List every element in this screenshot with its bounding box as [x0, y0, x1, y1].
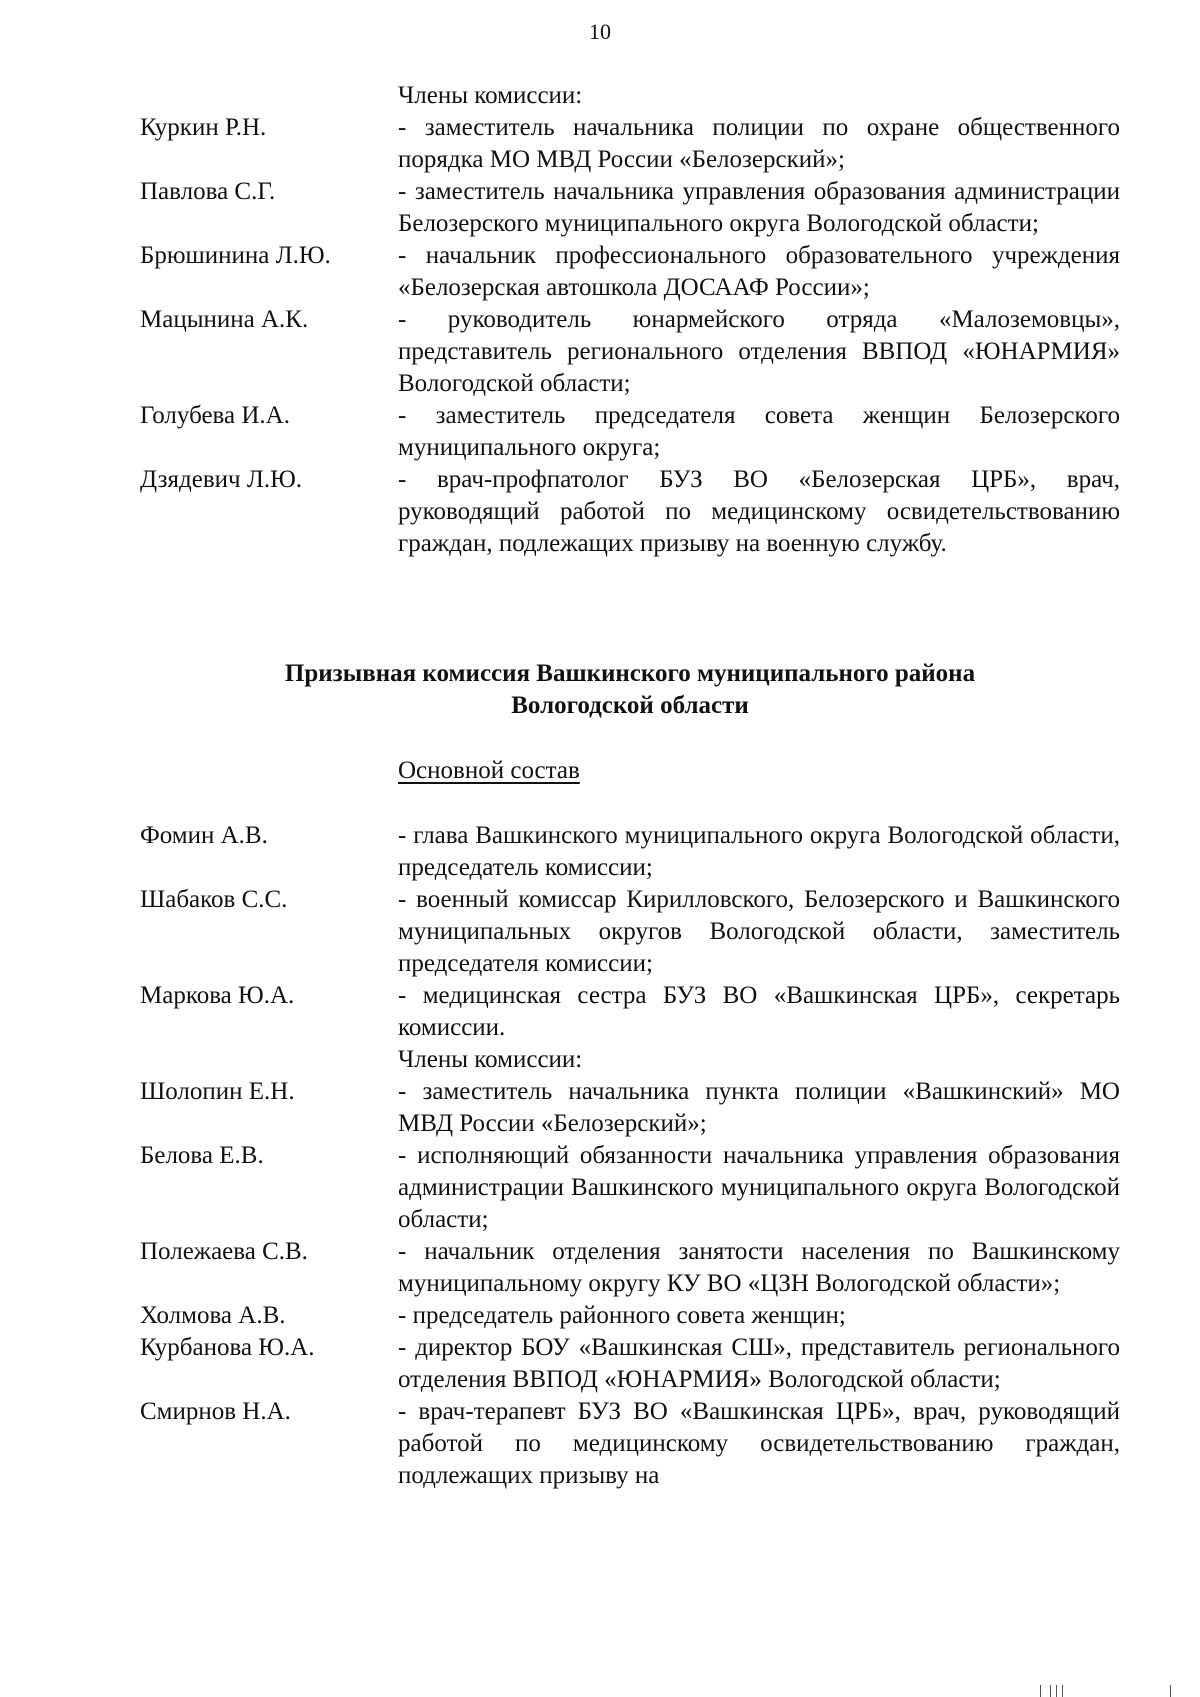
member-name: Брюшинина Л.Ю.	[140, 242, 331, 269]
member-role: - начальник профессионального образовательного учреждения «Белозерская автошкола ДОСААФ России»;	[398, 242, 1120, 301]
member-role: - медицинская сестра БУЗ ВО «Вашкинская ЦРБ», секретарь комиссии.	[398, 982, 1120, 1041]
member-name: Смирнов Н.А.	[140, 1398, 291, 1425]
member-role: - директор БОУ «Вашкинская СШ», представитель регионального отделения ВВПОД «ЮНАРМИЯ» Вологодской области;	[398, 1334, 1120, 1393]
page-number: 10	[589, 19, 611, 44]
scan-edge-marks	[980, 1683, 1180, 1697]
member-row	[140, 464, 1120, 560]
member-name: Мацынина А.К.	[140, 306, 309, 333]
member-row	[140, 1332, 1120, 1396]
member-role: - заместитель председателя совета женщин Белозерского муниципального округа;	[398, 402, 1120, 461]
member-name: Маркова Ю.А.	[140, 982, 295, 1009]
member-name: Шабаков С.С.	[140, 886, 288, 913]
member-role: - начальник отделения занятости населения по Вашкинскому муниципальному округу КУ ВО «ЦЗН Вологодской области»;	[398, 1238, 1120, 1297]
member-row	[140, 400, 1120, 464]
member-role: - врач-профпатолог БУЗ ВО «Белозерская ЦРБ», врач, руководящий работой по медицинскому освидетельствованию граждан, подлежащих призыву на военную службу.	[398, 466, 1120, 557]
member-name: Курбанова Ю.А.	[140, 1334, 315, 1361]
member-name: Дзядевич Л.Ю.	[140, 466, 303, 493]
member-name: Холмова А.В.	[140, 1302, 286, 1329]
member-role: - заместитель начальника полиции по охране общественного порядка МО МВД России «Белозерский»;	[398, 114, 1120, 173]
member-name: Павлова С.Г.	[140, 178, 276, 205]
section-2-members	[140, 820, 1120, 1492]
member-row	[140, 1300, 1120, 1332]
member-role: - председатель районного совета женщин;	[398, 1302, 846, 1329]
member-row	[140, 820, 1120, 884]
member-role: - исполняющий обязанности начальника управления образования администрации Вашкинского муниципального округа Вологодской области;	[398, 1142, 1120, 1233]
member-row	[140, 884, 1120, 980]
member-role: - военный комиссар Кирилловского, Белозерского и Вашкинского муниципальных округов Вологодской области, заместитель председателя комиссии;	[398, 886, 1120, 977]
member-row	[140, 1236, 1120, 1300]
member-role: - врач-терапевт БУЗ ВО «Вашкинская ЦРБ», врач, руководящий работой по медицинскому освидетельствованию граждан, подлежащих призыву на	[398, 1398, 1120, 1489]
member-name: Фомин А.В.	[140, 822, 268, 849]
section-1-members	[140, 80, 1120, 560]
section-2-subtitle-block	[140, 755, 1120, 787]
member-row	[140, 176, 1120, 240]
member-row	[140, 304, 1120, 400]
section-title-line-2: Вологодской области	[511, 692, 749, 719]
section-title-line-1: Призывная комиссия Вашкинского муниципального района	[284, 660, 976, 687]
member-role: - заместитель начальника пункта полиции «Вашкинский» МО МВД России «Белозерский»;	[398, 1078, 1120, 1137]
main-composition-heading: Основной состав	[398, 757, 580, 784]
member-name: Шолопин Е.Н.	[140, 1078, 295, 1105]
member-name: Полежаева С.В.	[140, 1238, 308, 1265]
member-role: - глава Вашкинского муниципального округа Вологодской области, председатель комиссии;	[398, 822, 1120, 881]
member-role: - руководитель юнармейского отряда «Малоземовцы», представитель регионального отделения ВВПОД «ЮНАРМИЯ» Вологодской области;	[398, 306, 1120, 397]
member-row	[140, 1076, 1120, 1140]
member-role: - заместитель начальника управления образования администрации Белозерского муниципального округа Вологодской области;	[398, 178, 1120, 237]
member-name: Белова Е.В.	[140, 1142, 264, 1169]
member-name: Голубева И.А.	[140, 402, 290, 429]
member-row	[140, 1140, 1120, 1236]
member-row	[140, 980, 1120, 1044]
section-2-title	[140, 658, 1120, 722]
members-heading: Члены комиссии:	[398, 1046, 583, 1073]
member-row	[140, 240, 1120, 304]
member-row	[140, 1396, 1120, 1492]
members-heading: Члены комиссии:	[398, 82, 583, 109]
member-row	[140, 112, 1120, 176]
member-name: Куркин Р.Н.	[140, 114, 267, 141]
